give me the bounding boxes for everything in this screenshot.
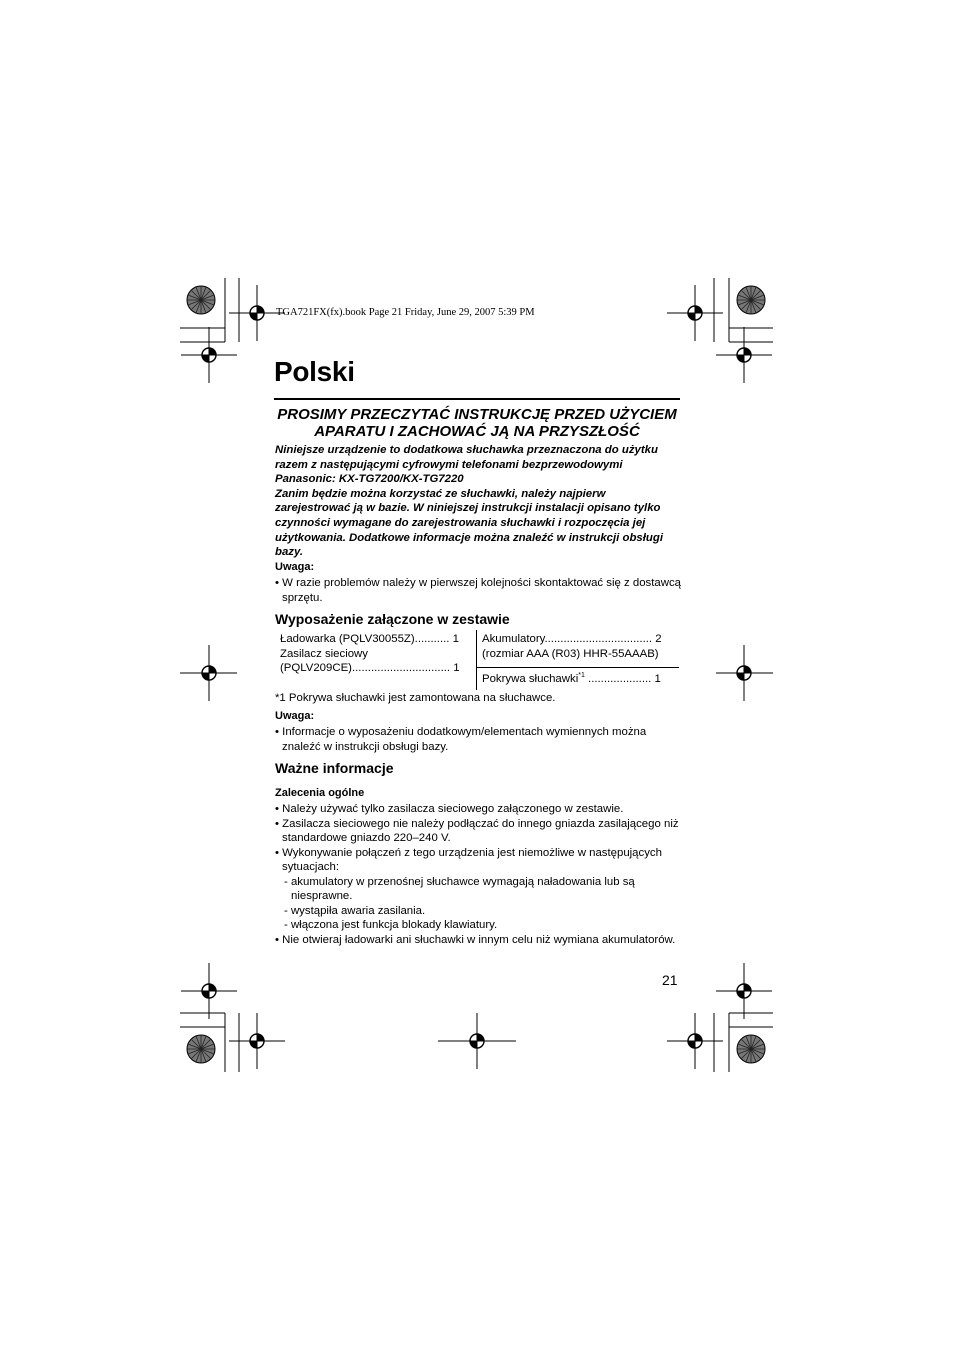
warning-line-2: APARATU I ZACHOWAĆ JĄ NA PRZYSZŁOŚĆ bbox=[314, 423, 640, 440]
section-heading-accessories: Wyposażenie załączone w zestawie bbox=[275, 611, 510, 627]
list-item: • Nie otwieraj ładowarki ani słuchawki w innym celu niż wymiana akumulatorów. bbox=[275, 933, 676, 946]
registration-cross-icon bbox=[667, 285, 723, 341]
accessory-item: (PQLV209CE)............................... 1 bbox=[280, 662, 460, 674]
list-subitem: - włączona jest funkcja blokady klawiatury. bbox=[284, 919, 498, 931]
registration-cross-icon bbox=[667, 1013, 723, 1069]
intro-text bbox=[275, 443, 679, 560]
list-item: • W razie problemów należy w pierwszej kolejności skontaktować się z dostawcą sprzętu. bbox=[275, 577, 681, 604]
registration-cross-icon bbox=[181, 327, 237, 383]
section-heading-important: Ważne informacje bbox=[275, 760, 394, 776]
registration-cross-icon bbox=[716, 327, 772, 383]
accessory-item: Pokrywa słuchawki$^{*1}$ .................... 1 bbox=[482, 672, 661, 685]
registration-cross-icon bbox=[229, 1013, 285, 1069]
accessory-item: Akumulatory.................................. 2 bbox=[482, 633, 662, 645]
subheading-general: Zalecenia ogólne bbox=[275, 787, 365, 799]
note-heading: Uwaga: bbox=[275, 561, 315, 573]
registration-star-icon bbox=[187, 286, 215, 314]
accessories-left-column bbox=[280, 632, 470, 676]
note-list bbox=[275, 576, 685, 605]
registration-star-icon bbox=[737, 286, 765, 314]
registration-star-icon bbox=[737, 1035, 765, 1063]
table-divider bbox=[476, 630, 477, 690]
table-divider bbox=[476, 667, 679, 668]
list-subitem: - akumulatory w przenośnej słuchawce wymagają naładowania lub są niesprawne. bbox=[284, 875, 635, 902]
list-subitem: - wystąpiła awaria zasilania. bbox=[284, 904, 426, 917]
accessory-item: (rozmiar AAA (R03) HHR-55AAAB) bbox=[482, 647, 659, 660]
warning-heading bbox=[274, 406, 680, 440]
note-heading: Uwaga: bbox=[275, 710, 315, 722]
list-item: • Wykonywanie połączeń z tego urządzenia jest niemożliwe w następujących sytuacjach: bbox=[275, 846, 662, 873]
warning-line-1: PROSIMY PRZECZYTAĆ INSTRUKCJĘ PRZED UŻYCIEM bbox=[277, 406, 677, 423]
title-rule bbox=[274, 398, 680, 400]
intro-paragraph: Zanim będzie można korzystać ze słuchawki, należy najpierw zarejestrować ją w bazie. W niniejszej instrukcji instalacji opisano tylko czynności wymagane do zarejestrowania słuchawki i rozpoczęcia jej użytkowania. Dodatkowe informacje można znaleźć w instrukcji obsługi bazy. bbox=[275, 487, 663, 559]
list-item: • Należy używać tylko zasilacza sieciowego załączonego w zestawie. bbox=[275, 803, 624, 815]
footnote: *1 Pokrywa słuchawki jest zamontowana na słuchawce. bbox=[275, 692, 556, 704]
page-number: 21 bbox=[662, 972, 678, 988]
registration-cross-icon bbox=[716, 963, 772, 1019]
list-item: • Informacje o wyposażeniu dodatkowym/elementach wymiennych można znaleźć w instrukcji obsługi bazy. bbox=[275, 726, 647, 753]
important-list bbox=[275, 802, 685, 947]
list-item: • Zasilacza sieciowego nie należy podłączać do innego gniazda zasilającego niż standardowe gniazdo 220–240 V. bbox=[275, 817, 679, 844]
print-header-line: TGA721FX(fx).book Page 21 Friday, June 29, 2007 5:39 PM bbox=[276, 307, 535, 318]
intro-paragraph: Niniejsze urządzenie to dodatkowa słuchawka przeznaczona do użytku razem z następującymi cyfrowymi telefonami bezprzewodowymi Panasonic: KX-TG7200/KX-TG7220 bbox=[275, 444, 658, 486]
note-list bbox=[275, 725, 685, 754]
registration-cross-icon bbox=[181, 963, 237, 1019]
accessory-item: Ładowarka (PQLV30055Z)........... 1 bbox=[280, 633, 459, 645]
page-title: Polski bbox=[274, 356, 355, 387]
registration-star-icon bbox=[187, 1035, 215, 1063]
accessory-item: Zasilacz sieciowy bbox=[280, 647, 368, 660]
accessories-right-column bbox=[482, 632, 678, 661]
